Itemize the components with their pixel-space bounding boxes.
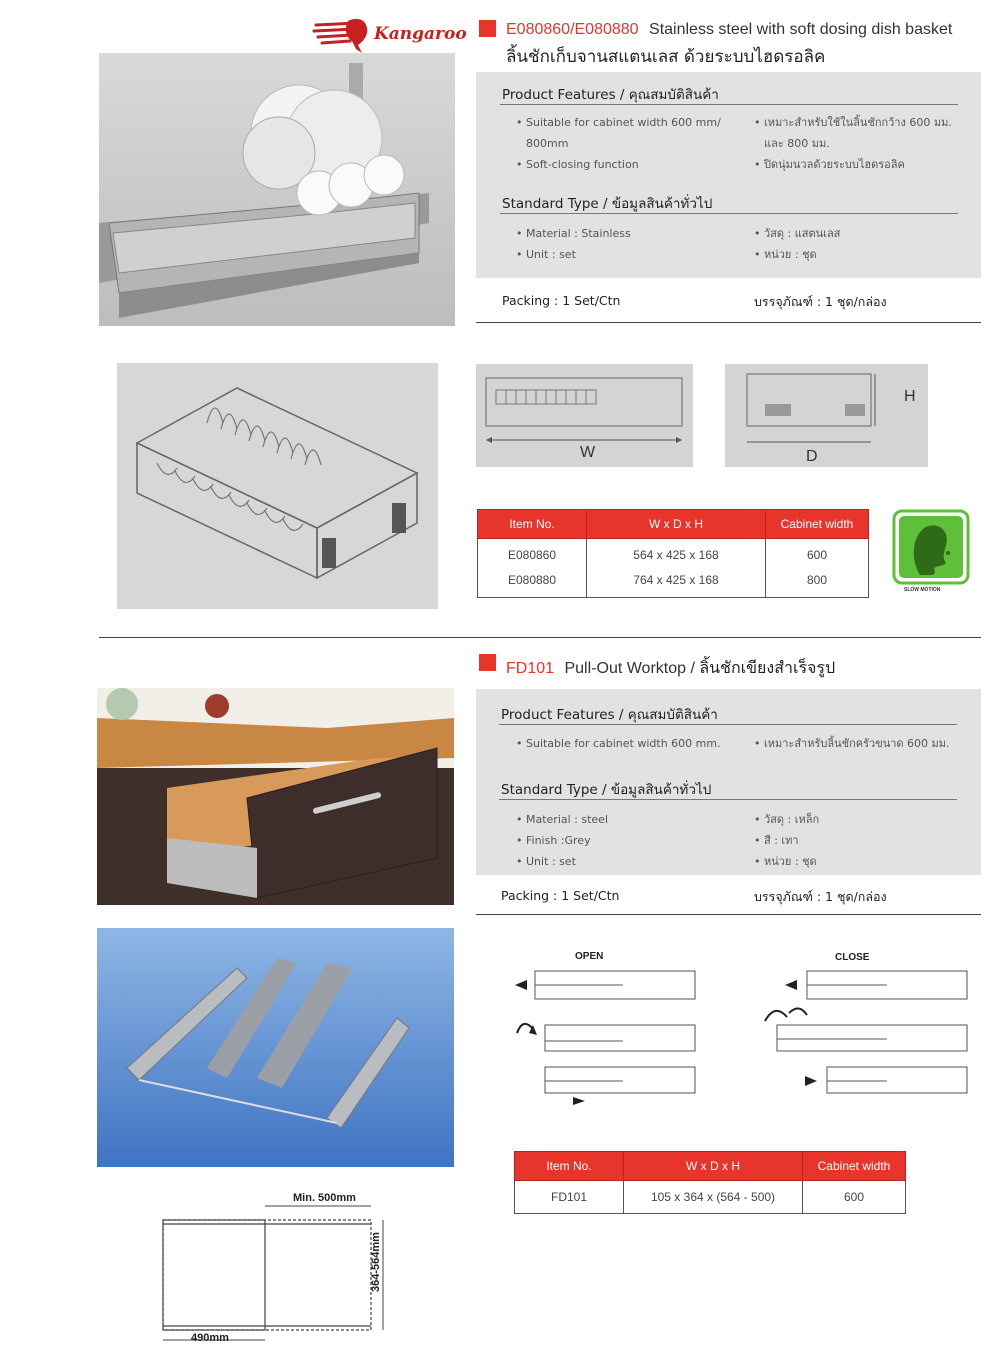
depth-height-drawing [725, 364, 928, 467]
product2-standard-heading: Standard Type / ข้อมูลสินค้าทั่วไป [501, 782, 712, 798]
table-cell: E080860 [478, 539, 587, 568]
width-dimension-label: 490mm [191, 1332, 229, 1344]
standard-item: • Material : Stainless [516, 227, 631, 240]
standard-item: • วัสดุ : แสตนเลส [754, 227, 841, 240]
standard-item: • Unit : set [516, 248, 576, 261]
table-cell: 800 [766, 567, 869, 598]
standard-item: • หน่วย : ชุด [754, 248, 817, 261]
dish-basket-drawing [117, 363, 438, 609]
product2-features-heading: Product Features / คุณสมบัติสินค้า [501, 707, 718, 723]
table-header: W x D x H [624, 1152, 803, 1181]
table-row [478, 539, 869, 568]
width-label: W [580, 444, 596, 461]
feature-item: และ 800 มม. [764, 137, 830, 150]
product2-title-en: Pull-Out Worktop / [564, 660, 695, 677]
divider [476, 914, 981, 915]
table-cell: E080880 [478, 567, 587, 598]
table-header-row [478, 510, 869, 539]
feature-item: • ปิดนุ่มนวลด้วยระบบไฮดรอลิค [754, 158, 905, 171]
divider [499, 799, 957, 800]
product1-features-heading: Product Features / คุณสมบัติสินค้า [502, 87, 719, 103]
product1-code: E080860/E080880 [506, 21, 639, 38]
table-cell: 764 x 425 x 168 [587, 567, 766, 598]
product1-title-en: Stainless steel with soft dosing dish basket [649, 21, 953, 38]
product1-standard-heading: Standard Type / ข้อมูลสินค้าทั่วไป [502, 196, 713, 212]
worktop-dimension-drawing [155, 1198, 405, 1348]
close-sequence-drawing [757, 963, 972, 1111]
product1-features-en [516, 112, 721, 175]
product2-packing-en: Packing : 1 Set/Ctn [501, 888, 620, 903]
divider [499, 724, 957, 725]
feature-item: 800mm [526, 137, 569, 150]
section-marker [479, 20, 496, 37]
min-length-label: Min. 500mm [293, 1192, 356, 1204]
standard-item: • วัสดุ : เหล็ก [754, 813, 820, 826]
dish-basket-illustration [99, 53, 455, 326]
height-range-label: 364-564mm [369, 1232, 382, 1292]
standard-item: • หน่วย : ชุด [754, 855, 817, 868]
product2-features-en [516, 733, 721, 754]
feature-item: • Suitable for cabinet width 600 mm/ [516, 116, 721, 129]
divider [476, 322, 981, 323]
product1-spec-table [477, 509, 869, 598]
product2-code: FD101 [506, 660, 555, 677]
product2-standard-en [516, 809, 608, 872]
product2-packing-th: บรรจุภัณฑ์ : 1 ชุด/กล่อง [754, 889, 887, 904]
worktop-runners-photo [97, 928, 454, 1167]
open-label: OPEN [575, 951, 604, 962]
depth-label: D [806, 448, 818, 465]
feature-item: • Soft-closing function [516, 158, 639, 171]
table-header: Item No. [515, 1152, 624, 1181]
slow-motion-icon [892, 509, 970, 585]
feature-item: • เหมาะสำหรับลิ้นชักครัวขนาด 600 มม. [754, 737, 950, 750]
product1-packing-th: บรรจุภัณฑ์ : 1 ชุด/กล่อง [754, 294, 887, 309]
product2-spec-table [514, 1151, 906, 1214]
runners-illustration [97, 928, 454, 1167]
standard-item: • Material : steel [516, 813, 609, 826]
product2-features-th [754, 733, 950, 754]
product1-standard-en [516, 223, 631, 265]
table-header: Cabinet width [803, 1152, 906, 1181]
product1-title-th: ลิ้นชักเก็บจานสแตนเลส ด้วยระบบไฮดรอลิค [506, 47, 826, 67]
dish-basket-photo [99, 53, 455, 326]
table-cell: FD101 [515, 1181, 624, 1214]
feature-item: • เหมาะสำหรับใช้ในลิ้นชักกว้าง 600 มม. [754, 116, 952, 129]
product2-title-th: ลิ้นชักเขียงสำเร็จรูป [699, 658, 836, 677]
standard-item: • Unit : set [516, 855, 576, 868]
feature-item: • Suitable for cabinet width 600 mm. [516, 737, 721, 750]
depth-view-illustration [725, 364, 928, 467]
height-label: H [904, 388, 916, 405]
product2-standard-th [754, 809, 819, 872]
table-cell: 105 x 364 x (564 - 500) [624, 1181, 803, 1214]
brand-logo [312, 15, 467, 55]
logo-text: Kangaroo [374, 24, 467, 44]
product1-features-th [754, 112, 952, 175]
product1-standard-th [754, 223, 840, 265]
open-sequence-drawing [505, 963, 705, 1111]
close-label: CLOSE [835, 952, 870, 963]
table-header: Cabinet width [766, 510, 869, 539]
divider [500, 104, 958, 105]
table-header: W x D x H [587, 510, 766, 539]
divider [500, 213, 958, 214]
section-marker [479, 654, 496, 671]
slow-motion-badge [892, 509, 970, 594]
table-cell: 600 [803, 1181, 906, 1214]
table-row [515, 1181, 906, 1214]
worktop-illustration [97, 688, 454, 905]
table-cell: 600 [766, 539, 869, 568]
standard-item: • Finish :Grey [516, 834, 591, 847]
section-divider [99, 637, 981, 638]
table-row [478, 567, 869, 598]
product2-title [506, 656, 835, 681]
standard-item: • สี : เทา [754, 834, 799, 847]
basket-drawing-illustration [117, 363, 438, 609]
table-header-row [515, 1152, 906, 1181]
slow-motion-label: SLOW MOTION [904, 587, 941, 593]
table-cell: 564 x 425 x 168 [587, 539, 766, 568]
table-header: Item No. [478, 510, 587, 539]
pull-out-worktop-photo [97, 688, 454, 905]
product1-packing-en: Packing : 1 Set/Ctn [502, 293, 621, 308]
product1-title [506, 21, 952, 39]
